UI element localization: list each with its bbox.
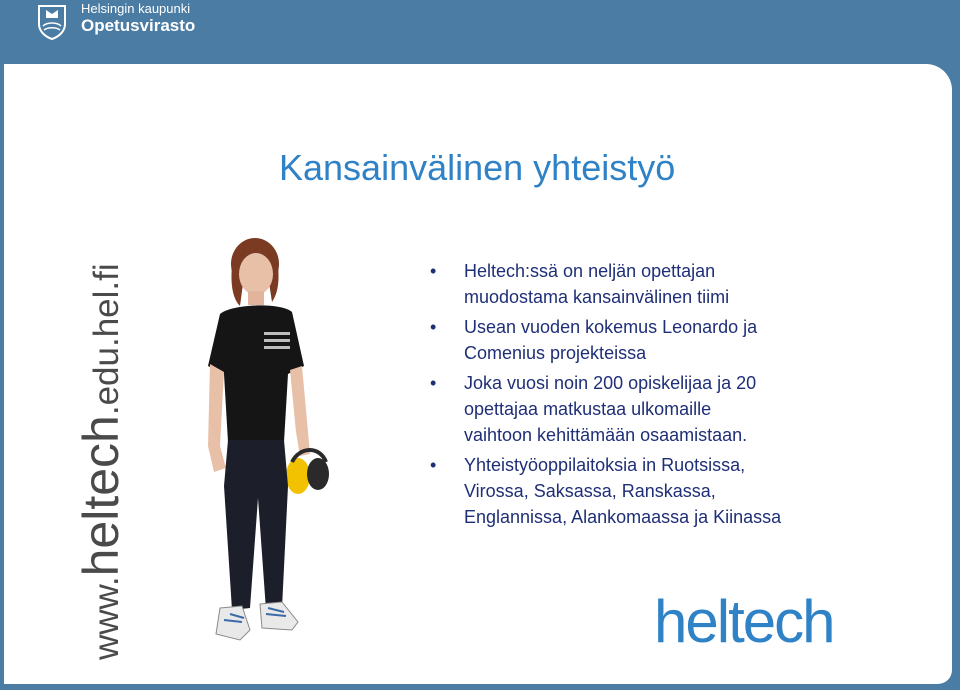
bullet-line: Comenius projekteissa	[464, 343, 647, 363]
bullet-item	[430, 370, 930, 448]
bullet-marker: •	[430, 455, 437, 475]
bullet-line: Usean vuoden kokemus Leonardo ja	[464, 317, 758, 337]
url-prefix: www.	[87, 576, 126, 660]
org-name-city: Helsingin kaupunki	[81, 1, 191, 16]
bullet-line: Englannissa, Alankomaassa ja Kiinassa	[464, 507, 782, 527]
url-suffix: .edu.hel.fi	[87, 263, 126, 416]
student-photo	[180, 236, 340, 656]
bullet-line: muodostama kansainvälinen tiimi	[464, 287, 730, 307]
helsinki-crest-icon	[37, 4, 67, 40]
bullet-line: Heltech:ssä on neljän opettajan	[464, 261, 716, 281]
bullet-item	[430, 452, 930, 530]
bullet-marker: •	[430, 373, 437, 393]
bullet-item	[430, 258, 930, 310]
org-name-department: Opetusvirasto	[81, 16, 196, 35]
top-bar	[0, 0, 960, 64]
bullet-line: Yhteistyöoppilaitoksia in Ruotsissa,	[464, 455, 746, 475]
slide-title: Kansainvälinen yhteistyö	[279, 147, 676, 188]
vertical-website-url	[73, 263, 132, 660]
bullet-line: Joka vuosi noin 200 opiskelijaa ja 20	[464, 373, 757, 393]
bullet-marker: •	[430, 261, 437, 281]
url-main: heltech	[73, 415, 129, 577]
bullet-line: opettajaa matkustaa ulkomaille	[464, 399, 712, 419]
bullet-marker: •	[430, 317, 437, 337]
bullet-list	[430, 258, 930, 534]
bullet-line: vaihtoon kehittämään osaamistaan.	[464, 425, 748, 445]
bullet-item	[430, 314, 930, 366]
heltech-logo: heltech	[654, 588, 834, 655]
bullet-line: Virossa, Saksassa, Ranskassa,	[464, 481, 716, 501]
